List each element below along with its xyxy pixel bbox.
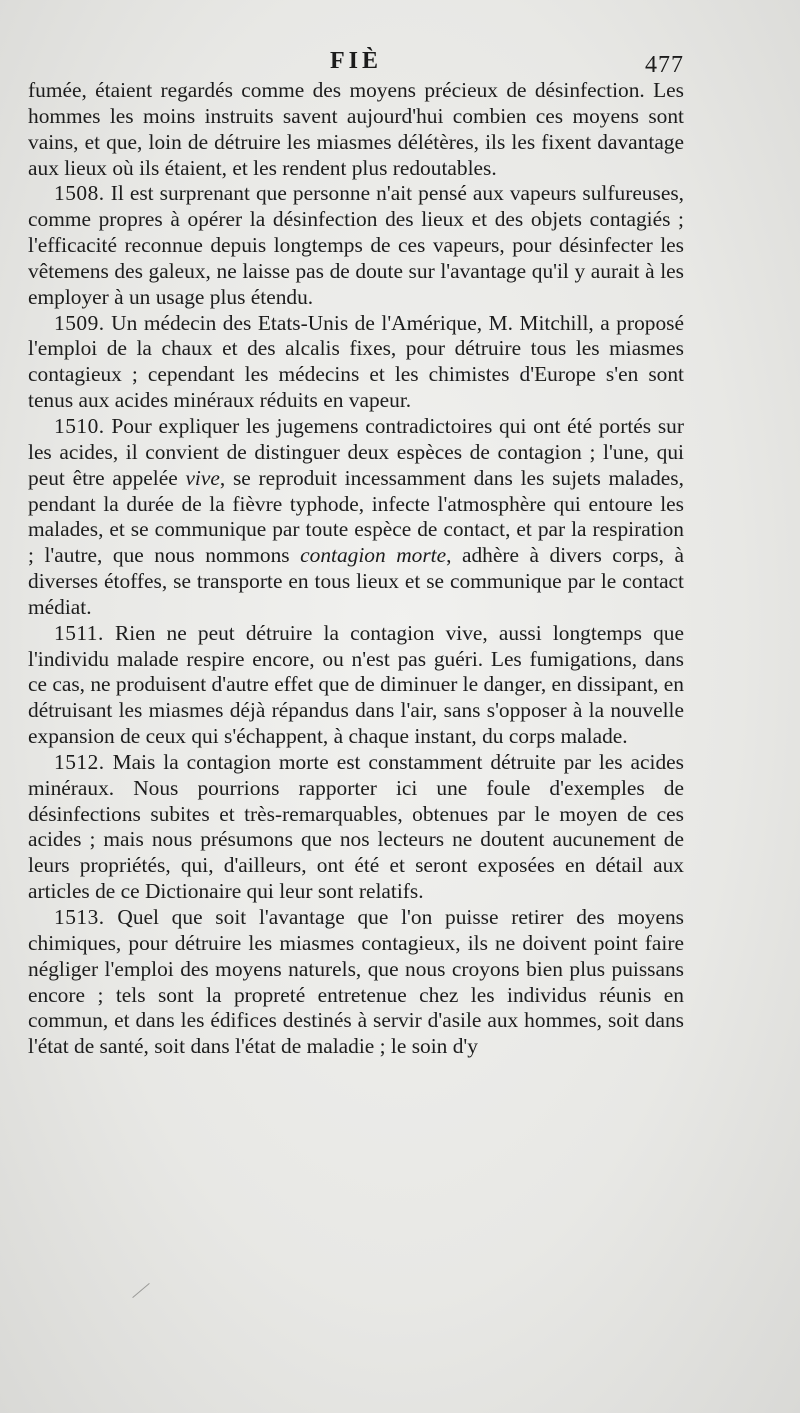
paragraph-1509 — [28, 311, 684, 414]
paragraph-text: Pour expliquer les jugemens contradictoires qui ont été portés sur les acides, il convient de distinguer deux espèces de contagion ; l'une, qui peut être appelée — [28, 413, 684, 490]
running-title: FIÈ — [329, 48, 382, 74]
paragraph-number: 1512. — [54, 749, 105, 774]
paragraph-text: , adhère à divers corps, à diverses étoffes, se transporte en tous lieux et se communique par le contact médiat. — [28, 543, 684, 619]
paragraph-text: , se reproduit incessamment dans les sujets malades, pendant la durée de la fièvre typhode, infecte l'atmosphère qui entoure les malades, et se communique par toute espèce de contact, et par la respiration ; l'autre, que nous nommons — [28, 465, 684, 568]
paragraph-1508 — [28, 181, 684, 310]
paragraph-text: Un médecin des Etats-Unis de l'Amérique, M. Mitchill, a proposé l'emploi de la chaux et des alcalis fixes, pour détruire tous les miasmes contagieux ; cependant les médecins et les chimistes d'Europe s'en sont tenus aux acides minéraux réduits en vapeur. — [28, 310, 684, 413]
paragraph-number: 1511. — [54, 620, 104, 645]
paragraph-1510 — [28, 414, 684, 621]
paragraph-1512 — [28, 750, 684, 905]
page-number: 477 — [645, 52, 684, 78]
paragraph-number: 1508. — [54, 181, 105, 206]
paragraph-continued — [28, 78, 684, 181]
paragraph-text: Rien ne peut détruire la contagion vive, aussi longtemps que l'individu malade respire encore, ou n'est pas guéri. Les fumigations, dans ce cas, ne produisent d'autre effet que de diminuer le danger, en dissipant, en détruisant les miasmes déjà répandus dans l'air, sans s'opposer à la nouvelle expansion de ceux qui s'échappent, à chaque instant, du corps malade. — [28, 620, 684, 749]
paragraph-text: Mais la contagion morte est constamment détruite par les acides minéraux. Nous pourrions rapporter ici une foule d'exemples de désinfections subites et très-remarquables, obtenues par le moyen de ces acides ; mais nous présumons que nos lecteurs ne doutent aucunement de leurs propriétés, qui, d'ailleurs, ont été et seront exposées en détail aux articles de ce Dictionaire qui leur sont relatifs. — [28, 749, 684, 904]
italic-term-contagion-morte: contagion morte — [300, 543, 447, 568]
paragraph-text: fumée, étaient regardés comme des moyens précieux de désinfection. Les hommes les moins instruits savent aujourd'hui combien ces moyens sont vains, et que, loin de détruire les miasmes délétères, ils les fixent davantage aux lieux où ils étaient, et les rendent plus redoutables. — [28, 78, 684, 180]
running-head — [28, 48, 684, 82]
paragraph-number: 1509. — [54, 310, 105, 335]
paragraph-1511 — [28, 621, 684, 750]
paragraph-text: Il est surprenant que personne n'ait pensé aux vapeurs sulfureuses, comme propres à opérer la désinfection des lieux et des objets contagiés ; l'efficacité reconnue depuis longtemps de ces vapeurs, pour désinfecter les vêtemens des galeux, ne laisse pas de doute sur l'avantage qu'il y aurait à les employer à un usage plus étendu. — [28, 181, 684, 309]
paragraph-number: 1510. — [54, 413, 105, 438]
paragraph-text: Quel que soit l'avantage que l'on puisse retirer des moyens chimiques, pour détruire les miasmes contagieux, ils ne doivent point faire négliger l'emploi des moyens naturels, que nous croyons bien plus puissans encore ; tels sont la propreté entretenue chez les individus réunis en commun, et dans les édifices destinés à servir d'asile aux hommes, soit dans l'état de santé, soit dans l'état de maladie ; le soin d'y — [28, 905, 684, 1059]
stray-pencil-mark — [132, 1283, 149, 1298]
paragraph-number: 1513. — [54, 905, 105, 929]
italic-term-vive: vive — [185, 465, 220, 490]
paragraph-1513 — [28, 905, 684, 1060]
body-text — [28, 78, 684, 1060]
